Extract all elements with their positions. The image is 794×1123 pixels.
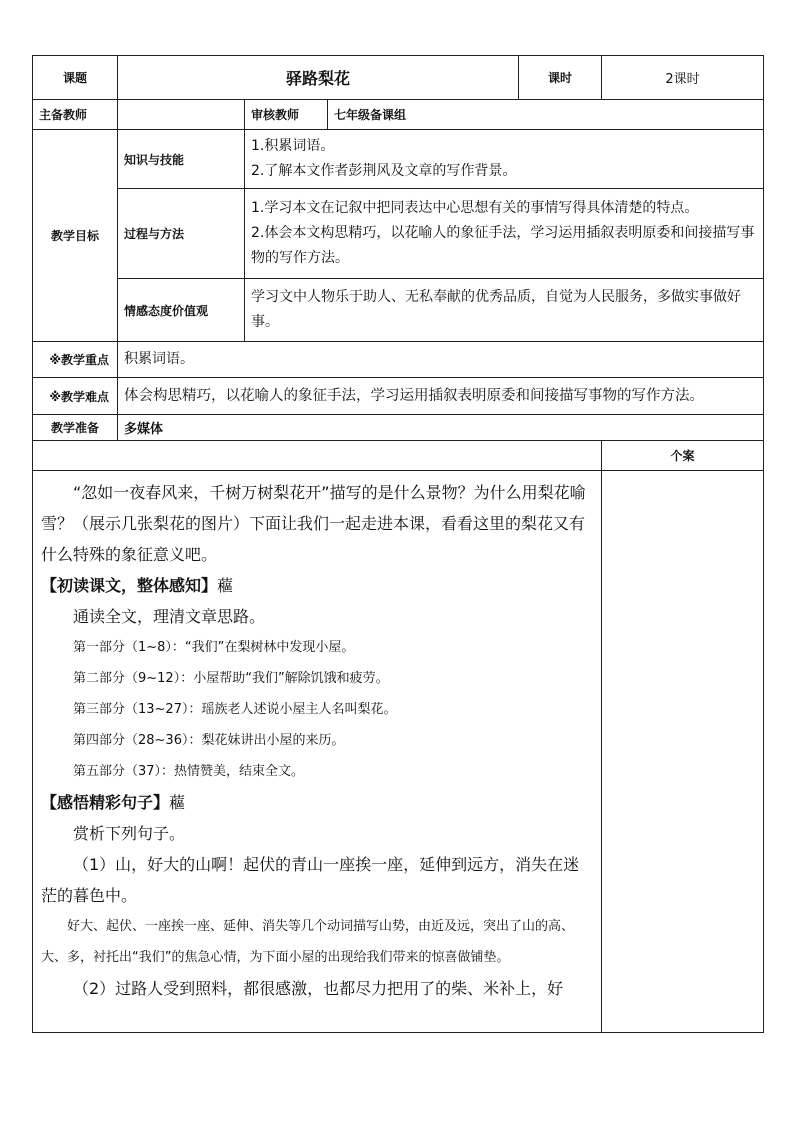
objective-line: 学习文中人物乐于助人、无私奉献的优秀品质，自觉为人民服务，多做实事做好事。 <box>251 289 741 330</box>
difficult-point-value: 体会构思精巧，以花喻人的象征手法，学习运用插叙表明原委和间接描写事物的写作方法。 <box>118 378 764 415</box>
sentence-paragraph: （2）过路人受到照料，都很感激，也都尽力把用了的柴、米补上，好 <box>73 979 564 998</box>
section-mark: 藲 <box>169 793 186 812</box>
objective-line: 1.积累词语。 <box>251 138 335 154</box>
prep-row <box>33 415 764 441</box>
section-task: 通读全文，理清文章思路。 <box>73 607 266 626</box>
objective-label-attitude: 情感态度价值观 <box>118 279 245 342</box>
objective-line: 2.体会本文构思精巧，以花喻人的象征手法，学习运用插叙表明原委和间接描写事物的写作方法。 <box>251 225 755 266</box>
objective-content-attitude <box>245 279 764 342</box>
reviewer-value: 七年级备课组 <box>328 100 764 130</box>
outline-part: 第三部分（13~27）：瑶族老人述说小屋主人名叫梨花。 <box>73 702 397 717</box>
lesson-body <box>33 471 602 1033</box>
section-task: 赏析下列句子。 <box>73 824 186 843</box>
objective-content-process <box>245 189 764 279</box>
section-heading <box>41 570 593 601</box>
key-point-value: 积累词语。 <box>118 342 764 378</box>
objective-line: 1.学习本文在记叙中把同表达中心思想有关的事情写得具体清楚的特点。 <box>251 200 699 216</box>
analysis-paragraph: 好大、起伏、一座挨一座、延伸、消失等几个动词描写山势，由近及远，突出了山的高、大、多，衬托出“我们”的焦急心情，为下面小屋的出现给我们带来的惊喜做铺垫。 <box>41 919 575 965</box>
reviewer-label: 审核教师 <box>245 100 328 130</box>
difficult-point-label: ※教学难点 <box>33 378 118 415</box>
body-header-blank <box>33 441 602 471</box>
objectives-label: 教学目标 <box>33 130 118 342</box>
course-label: 课题 <box>33 56 118 100</box>
section-title: 【感悟精彩句子】 <box>41 793 170 812</box>
period-value: 2课时 <box>602 56 764 100</box>
key-point-row <box>33 342 764 378</box>
section-title: 【初读课文，整体感知】 <box>41 576 218 595</box>
objective-row-knowledge <box>33 130 764 189</box>
lesson-plan-table <box>32 55 764 1033</box>
objective-row-attitude <box>33 279 764 342</box>
intro-paragraph: “忽如一夜春风来，千树万树梨花开”描写的是什么景物？为什么用梨花喻雪？（展示几张梨花的图片）下面让我们一起走进本课，看看这里的梨花又有什么特殊的象征意义吧。 <box>41 483 586 564</box>
objective-content-knowledge <box>245 130 764 189</box>
sentence-paragraph: （1）山，好大的山啊！起伏的青山一座挨一座，延伸到远方，消失在迷茫的暮色中。 <box>41 855 580 905</box>
period-label: 课时 <box>519 56 602 100</box>
body-header-row <box>33 441 764 471</box>
prep-label: 教学准备 <box>33 415 118 441</box>
lead-teacher-label: 主备教师 <box>33 100 118 130</box>
objective-row-process <box>33 189 764 279</box>
objective-line: 2.了解本文作者彭荆风及文章的写作背景。 <box>251 163 517 179</box>
difficult-point-row <box>33 378 764 415</box>
section-mark: 藲 <box>217 576 234 595</box>
body-row <box>33 471 764 1033</box>
section-heading <box>41 787 593 818</box>
course-title: 驿路梨花 <box>118 56 519 100</box>
notes-label: 个案 <box>602 441 764 471</box>
outline-part: 第四部分（28~36）：梨花妹讲出小屋的来历。 <box>73 733 345 748</box>
lead-teacher-value <box>118 100 245 130</box>
notes-column <box>602 471 764 1033</box>
title-row <box>33 56 764 100</box>
key-point-label: ※教学重点 <box>33 342 118 378</box>
outline-part: 第五部分（37）：热情赞美，结束全文。 <box>73 764 305 779</box>
objective-label-process: 过程与方法 <box>118 189 245 279</box>
outline-part: 第二部分（9~12）：小屋帮助“我们”解除饥饿和疲劳。 <box>73 671 389 686</box>
teacher-row <box>33 100 764 130</box>
objective-label-knowledge: 知识与技能 <box>118 130 245 189</box>
lesson-plan-sheet <box>32 55 763 1033</box>
prep-value: 多媒体 <box>118 415 764 441</box>
outline-part: 第一部分（1~8）：“我们”在梨树林中发现小屋。 <box>73 640 355 655</box>
